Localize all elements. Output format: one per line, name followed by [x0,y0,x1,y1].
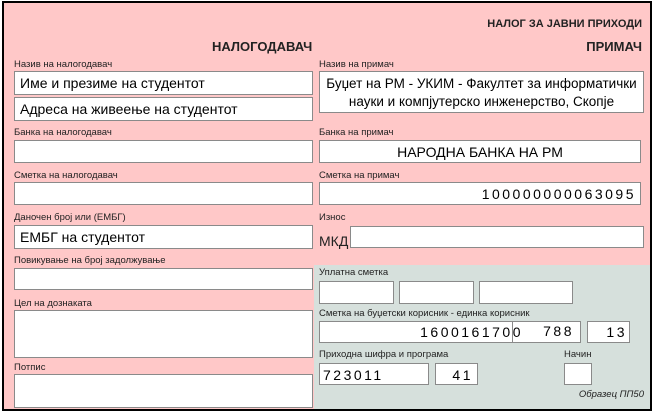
payer-account-label: Сметка на налогодавач [14,170,118,181]
amount-field[interactable] [350,226,644,248]
revenue-code-label: Приходна шифра и програма [319,349,449,360]
form-title: НАЛОГ ЗА ЈАВНИ ПРИХОДИ [487,18,642,30]
payer-name-field[interactable]: Име и презиме на студентот [14,71,313,95]
payer-account-field[interactable] [14,182,313,205]
payer-bank-field[interactable] [14,140,313,163]
recipient-name-line1: Буџет на РМ - УКИМ - Факултет за информатички [326,76,637,91]
signature-field[interactable] [14,374,313,408]
recipient-account-label: Сметка на примач [319,170,400,181]
recipient-heading: ПРИМАЧ [586,39,642,54]
reference-number-label: Повикување на број задолжување [14,255,166,266]
budget-account-field[interactable]: 1600161700 [319,321,581,343]
payer-address-field[interactable]: Адреса на живеење на студентот [14,97,313,121]
payment-order-form [2,1,652,411]
recipient-name-line2: науки и компјутерско инженерство, Скопје [348,94,615,109]
reference-number-field[interactable] [14,268,313,290]
recipient-account-field[interactable]: 100000000063095 [319,182,641,205]
purpose-label: Цел на дознаката [14,298,92,309]
method-label: Начин [564,349,592,360]
signature-label: Потпис [14,362,46,373]
recipient-name-label: Назив на примач [319,59,394,70]
program-field[interactable]: 41 [435,363,478,385]
payment-account-part1[interactable] [319,281,394,304]
budget-sub-field[interactable]: 13 [587,321,630,343]
payer-heading: НАЛОГОДАВАЧ [212,39,313,54]
recipient-name-field[interactable] [319,71,644,113]
amount-label: Износ [319,212,346,223]
payment-account-part2[interactable] [399,281,474,304]
budget-account-label: Сметка на буџетски корисник - единка корисник [319,308,530,319]
payer-name-label: Назив на налогодавач [14,59,113,70]
tax-id-field[interactable]: ЕМБГ на студентот [14,225,313,249]
recipient-bank-field[interactable]: НАРОДНА БАНКА НА РМ [319,140,641,163]
payment-account-part3[interactable] [479,281,573,304]
purpose-field[interactable] [14,310,313,358]
method-field[interactable] [564,363,592,385]
tax-id-label: Даночен број или (ЕМБГ) [14,212,126,223]
currency-label: МКД [319,233,349,249]
budget-unit-field[interactable]: 788 [512,321,582,343]
recipient-bank-label: Банка на примач [319,127,394,138]
payment-account-label: Уплатна сметка [319,267,389,278]
payer-bank-label: Банка на налогодавач [14,127,112,138]
revenue-code-field[interactable]: 723011 [319,363,429,385]
form-code: Образец ПП50 [578,389,644,400]
